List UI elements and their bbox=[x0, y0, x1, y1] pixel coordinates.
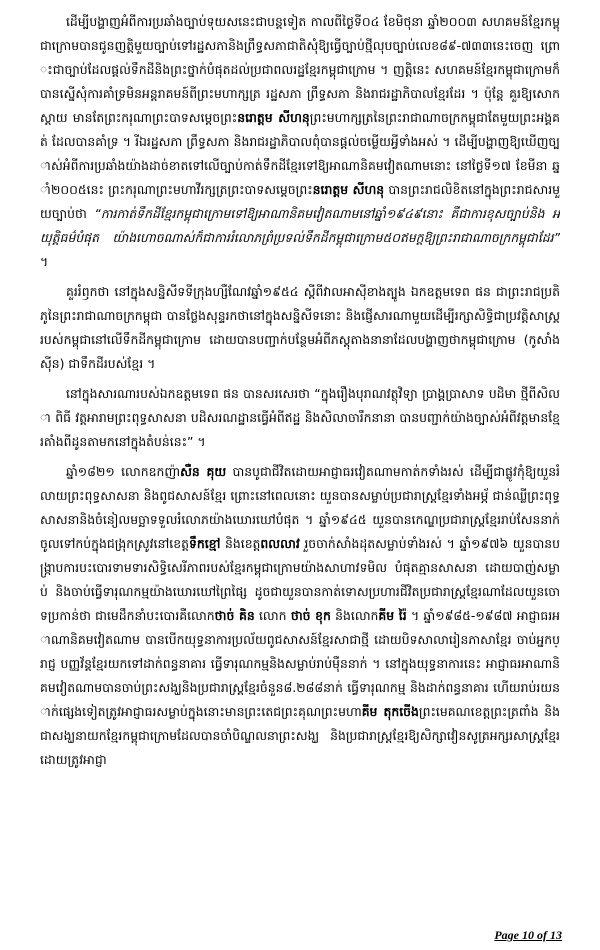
text-run: ឆ្នាំ១៨២១ លោកឧកញ៉ា bbox=[66, 464, 181, 479]
text-run: គួររំឭកថា នៅក្នុងសន្និសីទទីក្រុងហ្សឺណែវឆ្នាំ១៩៥៤ ស្តីពីវាលអាស៊ីខាងត្បូង ឯកឧត្តមទេព ផន ជាព្រះរាជប្រតិភូនៃព្រះរាជាណាចក្រកម្ពុជា បានថ្លែងសុន្ទរកថានៅក្នុងសន្និសីទនោះ និងផ្ញើសារណាមួយដើម្បីរក្សាសិទ្ធិជាប្រវត្តិសាស្ត្ររបស់កម្ពុជានៅលើទឹកដីកម្ពុជាក្រោម ដោយបានបញ្ជាក់បន្ថែមអំពីភស្តុតាងនានាដែលបង្ហាញថាកម្ពុជាក្រោម (កូសាំងស៊ីន) ជាទឹកដីរបស់ខ្មែរ ។ bbox=[40, 284, 560, 371]
text-run: ។ ឆ្នាំ១៩៨៥-១៩៨៧ អាជ្ញាធរអាណានិគមវៀតណាម បានបើកយុទ្ធនាការប្រល័យពូជសាសន៍ខ្មែរសាជាថ្មី ដោយបិទសាលារៀនភាសាខ្មែរ ចាប់អ្នកប្រាជ្ញ បញ្ញវ័ន្តខ្មែរយកទៅដាក់ពន្ធនាគារ ធ្វើទារុណកម្មនិងសម្លាប់រាប់ម៉ឺននាក់ ។ នៅក្នុងយុទ្ធនាការនេះ អាជ្ញាធរអាណានិគមវៀតណាមបានចាប់ព្រះសង្ឃនិងប្រជារាស្ត្រខ្មែរចំនួន៨.២៨៨នាក់ ធ្វើទារុណកម្ម និងដាក់ពន្ធនាគារ ហើយរាប់រយនាក់ផ្សេងទៀតត្រូវអាជ្ញាធរសម្លាប់ក្នុងនោះមានព្រះតេជព្រះគុណព្រះមហា bbox=[40, 608, 560, 719]
bold-name: គីម រ៉ៃ bbox=[378, 608, 407, 623]
paragraph-1 bbox=[40, 10, 560, 274]
bold-name: ពលលាវ bbox=[260, 536, 300, 551]
quote-text: “ការកាត់ទឹកដីខ្មែរកម្ពុជាក្រោមទៅឱ្យអាណានិគមវៀតណាមនៅឆ្នាំ១៩៤៩នោះ គឺជាការខុសច្បាប់និង អយុត្តិធម៌បំផុត យ៉ាងហោចណាស់ក៏ជាការរំលោភព្រំប្រទល់ទឹកដីកម្ពុជាក្រោម៥០ឥមក្តឱ្យព្រះរាជាណាចក្រកម្ពុជាដែរ” bbox=[40, 206, 560, 245]
bold-name: ទឹកខ្មៅ bbox=[188, 536, 221, 551]
bold-name: សឺន គុយ bbox=[180, 464, 227, 479]
text-run: លោក bbox=[254, 608, 291, 623]
document-body bbox=[40, 10, 560, 900]
page-number: Page 10 of 13 bbox=[494, 928, 562, 942]
paragraph-4 bbox=[40, 460, 560, 772]
bold-name: ថាច់ ខុក bbox=[290, 608, 331, 623]
bold-name: ថាច់ គិន bbox=[214, 608, 255, 623]
text-run: ព្រះមហាក្សត្រនៃព្រះរាជាណាចក្រកម្ពុជាតែមួយព្រះអង្គគត់ ដែលបានគាំទ្រ ។ រីឯរដ្ឋសភា ព្រឹទ្ធសភា និងរាជរដ្ឋាភិបាលពុំបានផ្តល់ចម្លើយអ្វីទាំងអស់ ។ ដើម្បីបង្ហាញឱ្យឃើញច្បាស់អំពីការប្រឆាំងយ៉ាងដាច់ខាតទៅលើច្បាប់កាត់ទឹកដីខ្មែរទៅឱ្យអាណានិគមវៀតណាមនោះ នៅថ្ងៃទី១៧ ខែមីនា ឆ្នាំ២០០៥នេះ ព្រះករុណាព្រះមហាវីរក្សត្រព្រះបាទសម្តេចព្រះ bbox=[40, 110, 560, 197]
text-run: និងខេត្ត bbox=[220, 536, 261, 551]
text-run: នៅក្នុងសារណារបស់ឯកឧត្តមទេព ផន បានសរសេរថា “ក្នុងរឿងបុរាណវត្ថុវិទ្យា ប្រាង្គប្រាសាទ បដិមា ថ្មីពីសិលា ពិធី វត្តអារាមព្រះពុទ្ធសាសនា បដិសរណដ្ឋានធ្វើអំពីឥដ្ឋ និងសិលាចារឹកនានា បានបញ្ជាក់យ៉ាងច្បាស់អំពីវត្តមានខ្មែរតាំងពីដូនតាមកនៅក្នុងតំបន់នេះ” ។ bbox=[40, 386, 560, 449]
paragraph-3 bbox=[40, 382, 560, 454]
bold-name: នរោត្តម សីហនុ bbox=[237, 110, 310, 125]
text-run: និងលោក bbox=[330, 608, 379, 623]
text-run: ដើម្បីបង្ហាញអំពីការប្រឆាំងច្បាប់ទុយសនេះជាបន្តទៀត កាលពីថ្ងៃទី០៤ ខែមិថុនា ឆ្នាំ២០០៣ សហគមន៍ខ្មែរកម្ពុជាក្រោមបានជូនញត្តិមួយច្បាប់ទៅរដ្ឋសភានិងព្រឹទ្ធសភាជាតិសុំឱ្យធ្វើច្បាប់ថ្មីលុបច្បាប់លេខ៨៩-៧៣៣នេះចេញ ព្រោះជាច្បាប់ដែលផ្តល់ទឹកដីនិងព្រះថ្នាក់បំផុតដល់ប្រជាពលរដ្ឋខ្មែរកម្ពុជាក្រោម ។ ញត្តិនេះ សហគមន៍ខ្មែរកម្ពុជាក្រោមក៏បានស្នើសុំការគាំទ្រមិនអន្តរាគមន៍ពីព្រះមហាក្សត្រ រដ្ឋសភា ព្រឹទ្ធសភា និងរាជរដ្ឋាភិបាលខ្មែរដែរ ។ ប៉ុន្តែ គួរឱ្យសោកស្តាយ មានតែព្រះករុណាព្រះបាទសម្តេចព្រះ bbox=[40, 14, 560, 125]
text-run: រួចចាក់សាំងដុតសម្លាប់ទាំងរស់ ។ ឆ្នាំ១៩៧៦ យួនបានបង្ក្រាបការបះបោរទាមទារសិទ្ធិសេរីភាពរបស់ខ្មែរកម្ពុជាក្រោមយ៉ាងសាហាវទមិល បំផុតគ្មានសាសនា ដោយបាញ់សម្លាប់ និងចាប់ធ្វើទារុណកម្មយ៉ាងឃោរឃៅព្រៃផ្សៃ ដូចជាយួនបានកាត់ទោសប្រហារជីវិតប្រជារាស្ត្រខ្មែរណាដែលយួនចោទប្រកាន់ថា ជាមេដឹកនាំបះបោរគឺលោក bbox=[40, 536, 560, 623]
bold-name: នរោត្តម សីហនុ bbox=[312, 182, 385, 197]
paragraph-2 bbox=[40, 280, 560, 376]
text-run: ព្រះមេគណខេត្តព្រះត្រពាំង និងជាសង្ឃនាយកខ្មែរកម្ពុជាក្រោមដែលបានចាំបិណ្ឌលនាព្រះសង្ឃ និងប្រជារាស្ត្រខ្មែរឱ្យសិក្សាវៀនសូត្រអក្សរសាស្ត្រខ្មែរ ដោយត្រូវអាជ្ញា bbox=[40, 704, 560, 767]
text-run: បានព្រះរាជលិខិតនៅក្នុងព្រះរាជសារមួយច្បាប់ថា bbox=[40, 182, 560, 221]
text-run: បានបូជាជីវិតដោយអាជ្ញាធរវៀតណាមកាត់កទាំងរស់ ដើម្បីជាផ្លូវកុំឱ្យយួនរំលាយព្រះពុទ្ធសាសនា និងពូជសាសន៍ខ្មែរ ព្រោះនៅពេលនោះ យួនបានសម្លាប់ប្រជារាស្ត្រខ្មែរទាំងអម្ភ័ ជាន់ឈ្លីព្រះពុទ្ធសាសនានិងចំនៀលមច្ឆាទទួលរំលោភយ៉ាងឃោរឃៅបំផុត ។ ឆ្នាំ១៩៤៥ យួនបានកេណ្ឌប្រជារាស្ត្រខ្មែររាប់សែននាក់ចូលទៅកប់ក្នុងជង្រុកស្រូវនៅខេត្ត bbox=[40, 464, 560, 551]
text-run: ។ bbox=[40, 254, 49, 269]
bold-name: គីម តុកចើង bbox=[361, 704, 419, 719]
